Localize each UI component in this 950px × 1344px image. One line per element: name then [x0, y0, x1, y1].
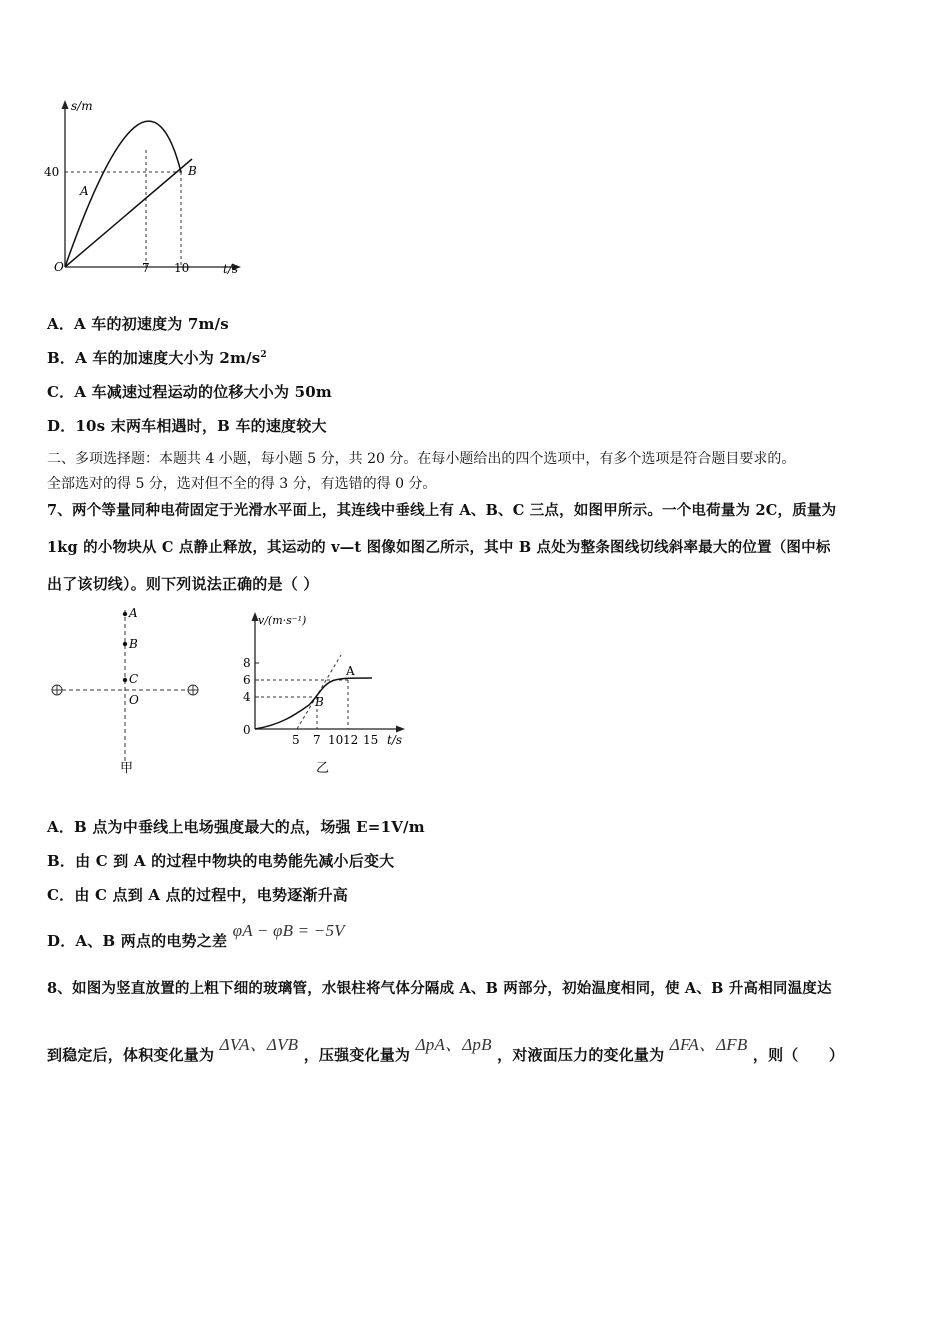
pressure-change-vars: ΔpA、ΔpB: [415, 1035, 492, 1054]
point-b-dot: [123, 642, 127, 646]
line-b-label: B: [188, 164, 197, 178]
q7-option-d[interactable]: [47, 921, 345, 951]
q8-line2-d: ，则（ ）: [752, 1046, 845, 1064]
section2-line1: 二、多项选择题：本题共 4 小题，每小题 5 分，共 20 分。在每小题给出的四个选项中，有多个选项是符合题目要求的。: [47, 451, 796, 467]
potential-difference-formula: φA − φB = −5V: [232, 921, 345, 940]
x-axis-label: t/s: [223, 262, 239, 276]
q7-stem-line1: 7、两个等量同种电荷固定于光滑水平面上，其连线中垂线上有 A、B、C 三点，如图甲所示。一个电荷量为 2C，质量为: [47, 502, 837, 519]
curve-a-label: A: [80, 184, 89, 198]
yi-x-tick-12: 12: [343, 733, 359, 747]
yi-point-b: B: [315, 695, 324, 709]
fig-yi: [235, 607, 415, 779]
q6-option-b[interactable]: [47, 347, 267, 368]
q6-option-b-text: B．A 车的加速度大小为 2m/s: [47, 349, 261, 367]
q7-stem-line2: 1kg 的小物块从 C 点静止释放，其运动的 v—t 图像如图乙所示，其中 B 点处为整条图线切线斜率最大的位置（图中标: [47, 539, 831, 556]
section2-line2: 全部选对的得 5 分，选对但不全的得 3 分，有选错的得 0 分。: [47, 476, 437, 492]
q8-line2-c: ，对液面压力的变化量为: [497, 1046, 665, 1064]
q6-option-b-sup: 2: [260, 350, 267, 360]
q6-option-a[interactable]: A．A 车的初速度为 7m/s: [47, 315, 229, 333]
q8-stem-line1: 8、如图为竖直放置的上粗下细的玻璃管，水银柱将气体分隔成 A、B 两部分，初始温度相同，使 A、B 升高相同温度达: [47, 980, 832, 997]
charge-left: [52, 685, 62, 695]
fig-jia: [45, 602, 210, 780]
point-a-label: A: [129, 606, 138, 620]
y-tick-40: 40: [44, 165, 60, 179]
point-c-dot: [123, 678, 127, 682]
yi-x-tick-15: 15: [363, 733, 379, 747]
force-change-vars: ΔFA、ΔFB: [669, 1035, 748, 1054]
q6-option-c[interactable]: C．A 车减速过程运动的位移大小为 50m: [47, 383, 332, 401]
yi-y-tick-0: 0: [243, 723, 251, 737]
point-b-label: B: [129, 637, 138, 651]
x-tick-7: 7: [142, 261, 150, 275]
yi-y-axis-label: v/(m·s⁻¹): [258, 614, 307, 627]
point-a-dot: [123, 612, 127, 616]
q8-stem-line2: [47, 1035, 845, 1065]
yi-y-tick-8: 8: [243, 656, 251, 670]
point-o-label: O: [129, 693, 139, 707]
q7-option-a[interactable]: A．B 点为中垂线上电场强度最大的点，场强 E=1V/m: [47, 818, 425, 836]
q7-option-b[interactable]: B．由 C 到 A 的过程中物块的电势能先减小后变大: [47, 852, 395, 870]
yi-x-tick-10: 10: [328, 733, 344, 747]
q8-line2-a: 到稳定后，体积变化量为: [47, 1046, 215, 1064]
fig-yi-caption: 乙: [316, 761, 330, 776]
origin-label: O: [54, 260, 64, 274]
q6-option-d[interactable]: D．10s 末两车相遇时，B 车的速度较大: [47, 417, 327, 435]
vt-curve: [255, 678, 372, 729]
charge-right: [188, 685, 198, 695]
q7-stem-line3: 出了该切线）。则下列说法正确的是（ ）: [47, 575, 319, 593]
fig-jia-caption: 甲: [120, 761, 134, 776]
yi-y-tick-6: 6: [243, 673, 251, 687]
yi-point-a: A: [346, 664, 355, 678]
yi-y-tick-4: 4: [243, 690, 251, 704]
point-c-label: C: [129, 672, 139, 686]
q7-option-d-text: D．A、B 两点的电势之差: [47, 932, 228, 950]
line-b: [65, 159, 192, 267]
yi-x-tick-5: 5: [292, 733, 300, 747]
q8-line2-b: ，压强变化量为: [303, 1046, 411, 1064]
y-axis-arrow: [62, 100, 69, 109]
yi-x-axis-arrow: [396, 726, 405, 733]
volume-change-vars: ΔVA、ΔVB: [219, 1035, 299, 1054]
x-tick-10: 10: [174, 261, 190, 275]
y-axis-label: s/m: [71, 99, 93, 113]
yi-x-axis-label: t/s: [387, 733, 403, 747]
st-graph: [40, 95, 250, 285]
q7-option-c[interactable]: C．由 C 点到 A 点的过程中，电势逐渐升高: [47, 886, 349, 904]
yi-x-tick-7: 7: [313, 733, 321, 747]
